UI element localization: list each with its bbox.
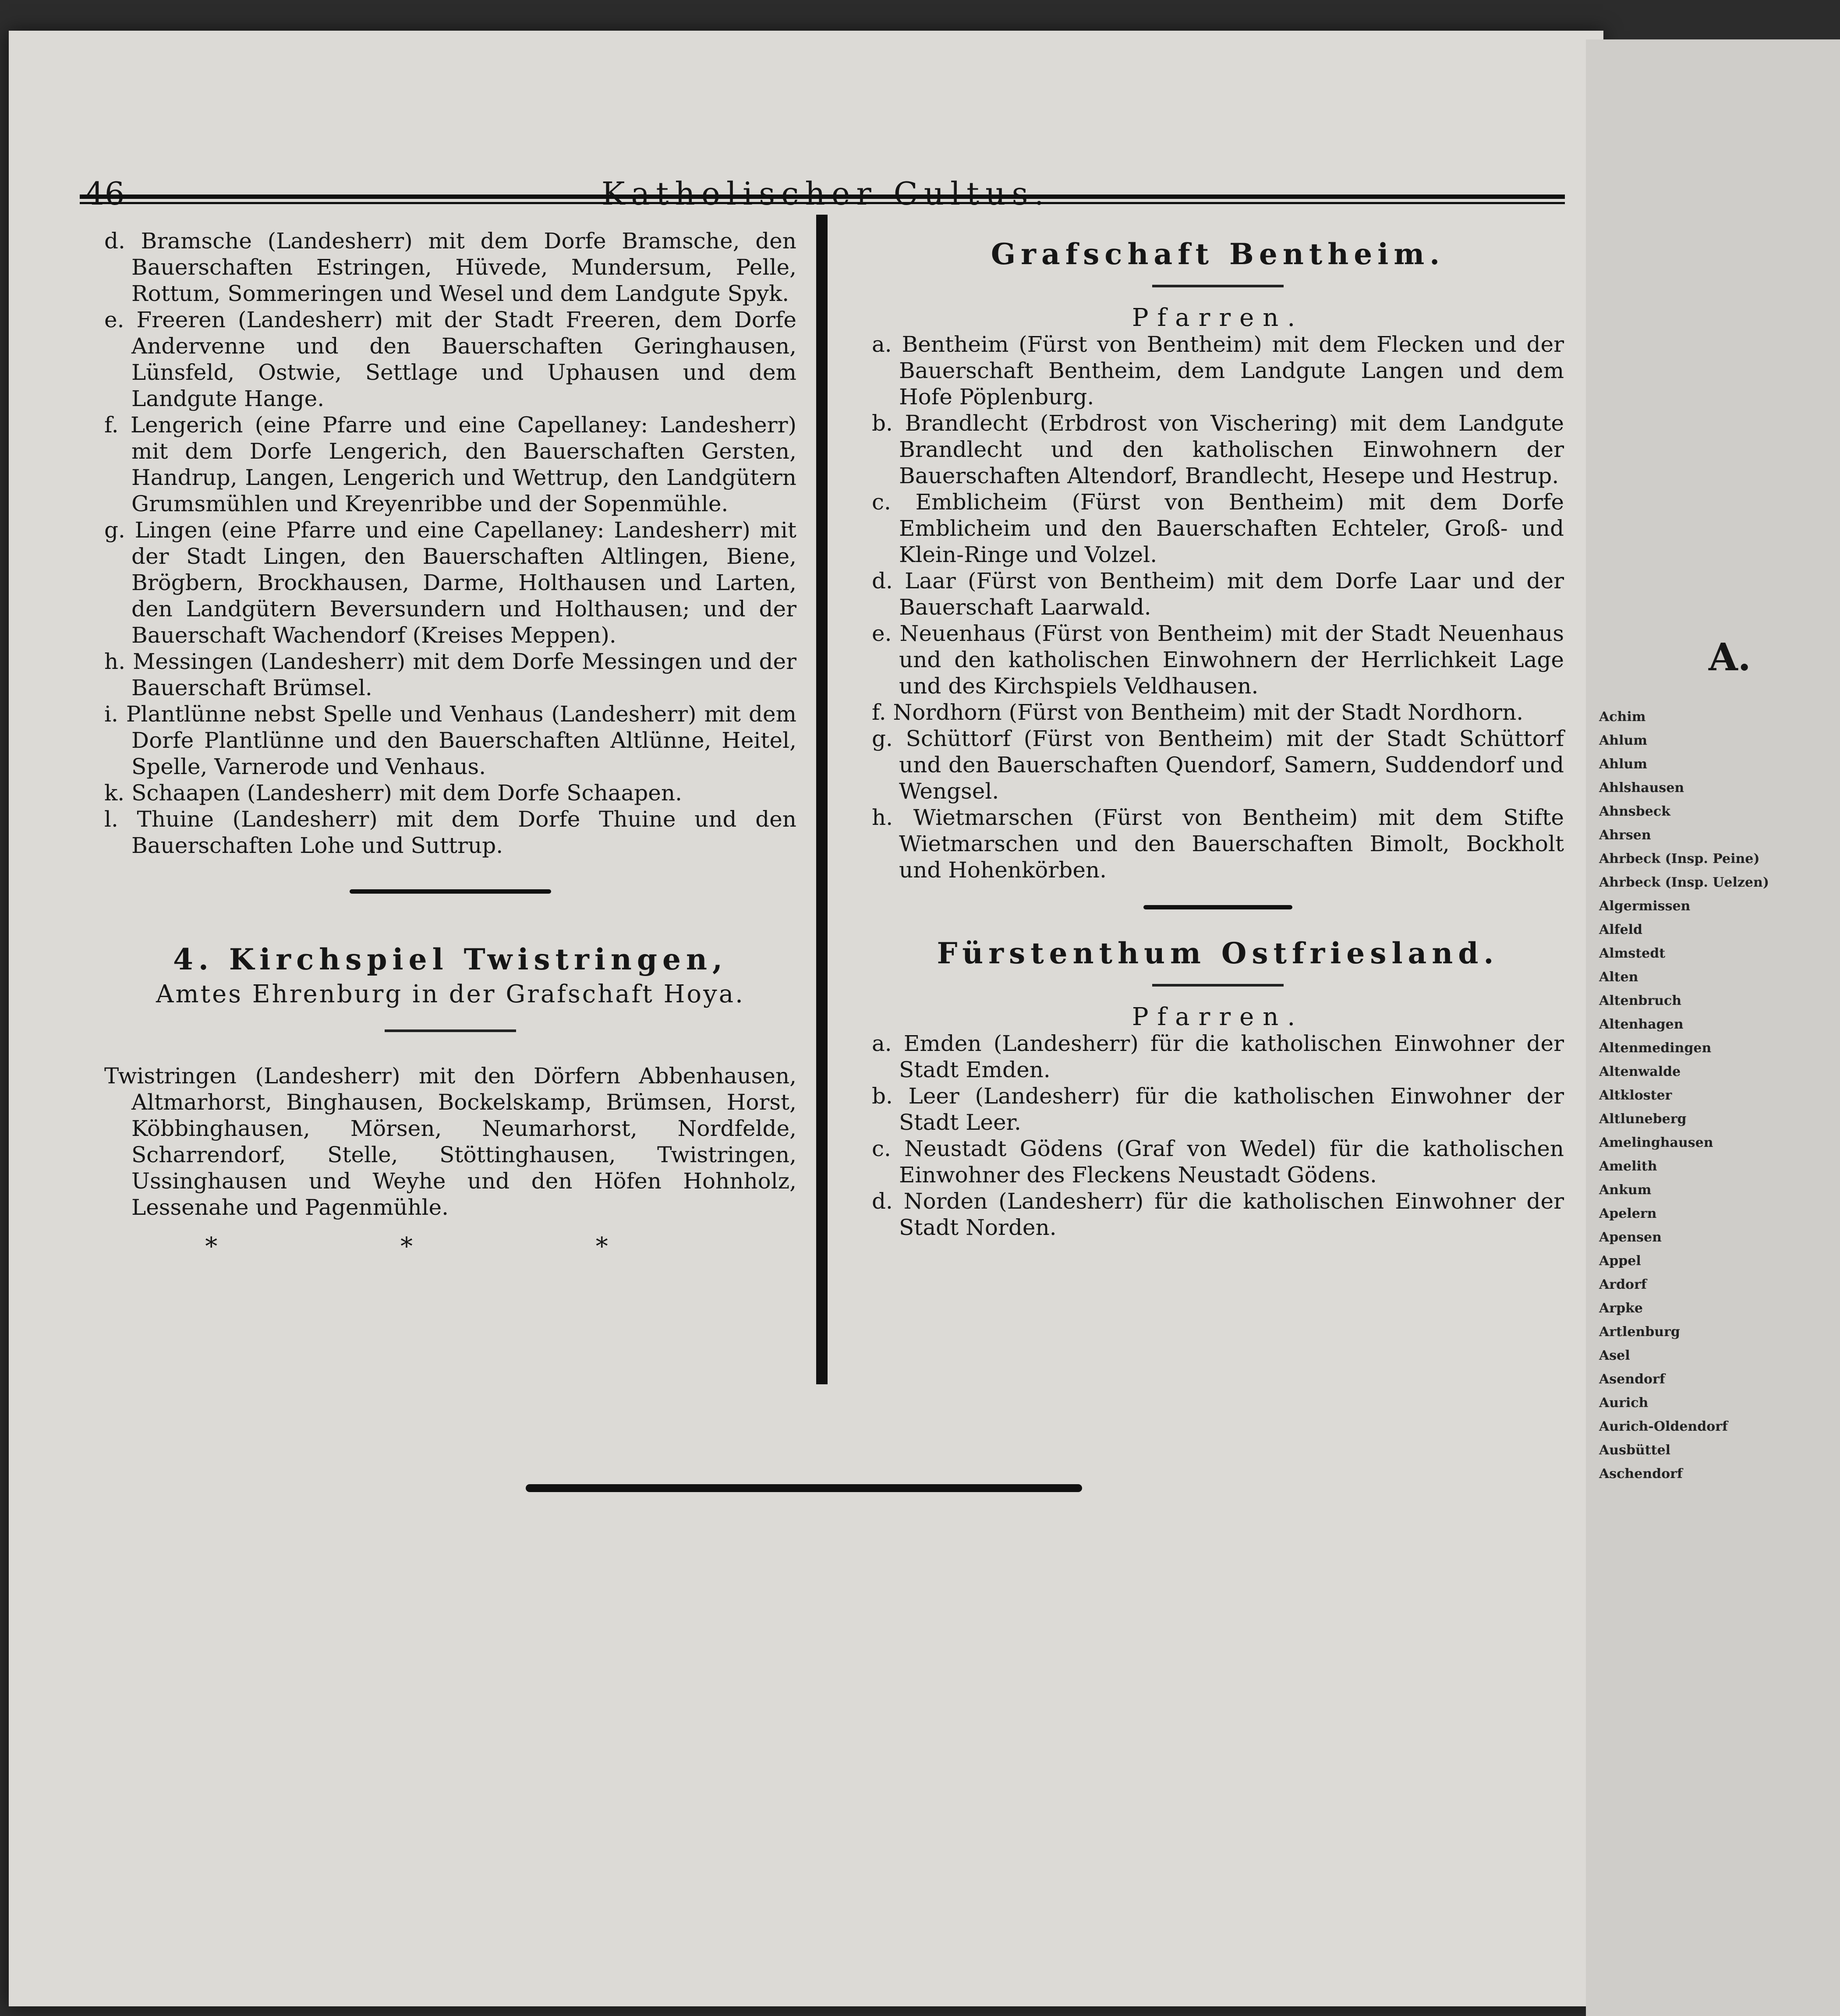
list-item: Aurich-Oldendorf (1599, 1419, 1728, 1434)
list-item: f. Lengerich (eine Pfarre und eine Capellaney: Landesherr) mit dem Dorfe Lengerich, den Bauerschaften Gersten, Handrup, Langen, Lengerich und Wettrup, den Landgütern Grumsmühlen und Kreyenribbe und der Sopenmühle. (104, 412, 796, 516)
list-item: Ankum (1599, 1182, 1652, 1198)
index-list (1599, 705, 1836, 1486)
section-divider (1143, 905, 1292, 909)
list-item: h. Wietmarschen (Fürst von Bentheim) mit dem Stifte Wietmarschen und den Bauerschaften Bimolt, Bockholt und Hohenkörben. (872, 805, 1564, 883)
list-item: Apensen (1599, 1230, 1662, 1245)
list-item: g. Lingen (eine Pfarre und eine Capellaney: Landesherr) mit der Stadt Lingen, den Bauerschaften Altlingen, Biene, Brögbern, Brockhausen, Darme, Holthausen und Larten, den Landgütern Beversundern und Holthausen; und der Bauerschaft Wachendorf (Kreises Meppen). (104, 517, 796, 648)
list-item: f. Nordhorn (Fürst von Bentheim) mit der Stadt Nordhorn. (872, 700, 1524, 725)
subheading: Pfarren. (1132, 304, 1304, 332)
section-subtitle: Amtes Ehrenburg in der Grafschaft Hoya. (156, 980, 745, 1008)
list-item: Altluneberg (1599, 1111, 1687, 1127)
list-item: l. Thuine (Landesherr) mit dem Dorfe Thuine und den Bauerschaften Lohe und Suttrup. (104, 806, 796, 858)
list-item: d. Bramsche (Landesherr) mit dem Dorfe Bramsche, den Bauerschaften Estringen, Hüvede, Mundersum, Pelle, Rottum, Sommeringen und Wesel und dem Landgute Spyk. (104, 228, 796, 306)
list-item: c. Emblicheim (Fürst von Bentheim) mit dem Dorfe Emblicheim und den Bauerschaften Echteler, Groß- und Klein-Ringe und Volzel. (872, 489, 1564, 567)
list-item: b. Leer (Landesherr) für die katholischen Einwohner der Stadt Leer. (872, 1083, 1564, 1135)
list-item: e. Neuenhaus (Fürst von Bentheim) mit der Stadt Neuenhaus und den katholischen Einwohnern der Herrlichkeit Lage und des Kirchspiels Veldhausen. (872, 621, 1564, 699)
index-letter: A. (1709, 635, 1751, 679)
list-item: Algermissen (1599, 898, 1691, 914)
page-number: 46 (85, 175, 125, 212)
title-rule (385, 1029, 516, 1032)
title-rule (1152, 984, 1284, 987)
list-item: Ardorf (1599, 1277, 1647, 1292)
list-item: d. Norden (Landesherr) für die katholischen Einwohner der Stadt Norden. (872, 1188, 1564, 1240)
subheading: Pfarren. (1132, 1003, 1304, 1031)
list-item: Appel (1599, 1253, 1641, 1269)
list-item: Almstedt (1599, 946, 1666, 961)
list-item: Alten (1599, 969, 1638, 985)
section-title: 4. Kirchspiel Twistringen, (173, 942, 728, 976)
list-item: Achim (1599, 709, 1646, 725)
section-title: Fürstenthum Ostfriesland. (937, 936, 1499, 970)
list-item: i. Plantlünne nebst Spelle und Venhaus (Landesherr) mit dem Dorfe Plantlünne und den Bauerschaften Altlünne, Heitel, Spelle, Varnerode und Venhaus. (104, 701, 796, 779)
list-item: Ausbüttel (1599, 1443, 1670, 1458)
list-item: Ahnsbeck (1599, 804, 1670, 819)
list-item: g. Schüttorf (Fürst von Bentheim) mit der Stadt Schüttorf und den Bauerschaften Quendorf, Samern, Suddendorf und Wengsel. (872, 726, 1564, 804)
list-item: Aschendorf (1599, 1466, 1683, 1482)
stars-ornament: * * * (205, 1232, 696, 1261)
list-item: Altenhagen (1599, 1017, 1684, 1032)
section-title: Grafschaft Bentheim. (991, 237, 1445, 271)
section-divider (350, 889, 551, 894)
list-item: Amelith (1599, 1159, 1657, 1174)
list-item: Asel (1599, 1348, 1630, 1363)
list-item: Ahrsen (1599, 828, 1651, 843)
list-item: Ahrbeck (Insp. Uelzen) (1599, 875, 1769, 890)
list-item: e. Freeren (Landesherr) mit der Stadt Freeren, dem Dorfe Andervenne und den Bauerschaften Geringhausen, Lünsfeld, Ostwie, Settlage und Uphausen und dem Landgute Hange. (104, 307, 796, 411)
end-rule (526, 1484, 1082, 1492)
list-item: Apelern (1599, 1206, 1657, 1221)
list-item: a. Bentheim (Fürst von Bentheim) mit dem Flecken und der Bauerschaft Bentheim, dem Landgute Langen und dem Hofe Pöplenburg. (872, 332, 1564, 410)
list-item: d. Laar (Fürst von Bentheim) mit dem Dorfe Laar und der Bauerschaft Laarwald. (872, 568, 1564, 620)
list-item: a. Emden (Landesherr) für die katholischen Einwohner der Stadt Emden. (872, 1031, 1564, 1082)
running-title: Katholischer Cultus. (601, 175, 1051, 212)
list-item: Alfeld (1599, 922, 1643, 937)
title-rule (1152, 285, 1284, 287)
list-item: c. Neustadt Gödens (Graf von Wedel) für die katholischen Einwohner des Fleckens Neustadt Gödens. (872, 1136, 1564, 1188)
list-item: Altenwalde (1599, 1064, 1681, 1079)
list-item: Altenbruch (1599, 993, 1682, 1008)
list-item: k. Schaapen (Landesherr) mit dem Dorfe Schaapen. (104, 780, 682, 806)
left-column (104, 228, 796, 1260)
list-item: h. Messingen (Landesherr) mit dem Dorfe Messingen und der Bauerschaft Brümsel. (104, 649, 796, 700)
list-item: Altenmedingen (1599, 1040, 1712, 1056)
paragraph: Twistringen (Landesherr) mit den Dörfern Abbenhausen, Altmarhorst, Binghausen, Bockelskamp, Brümsen, Horst, Köbbinghausen, Mörsen, Neumarhorst, Nordfelde, Scharrendorf, Stelle, Stöttinghausen, Twistringen, Ussinghausen und Weyhe und den Höfen Hohnholz, Lessenahe und Pagenmühle. (104, 1063, 796, 1220)
list-item: b. Brandlecht (Erbdrost von Vischering) mit dem Landgute Brandlecht und den katholischen Einwohnern der Bauerschaften Altendorf, Brandlecht, Hesepe und Hestrup. (872, 410, 1564, 488)
list-item: Asendorf (1599, 1372, 1665, 1387)
next-page-edge (1586, 39, 1840, 2016)
list-item: Ahlshausen (1599, 780, 1684, 796)
list-item: Arpke (1599, 1301, 1643, 1316)
list-item: Ahlum (1599, 757, 1648, 772)
header-rule (80, 195, 1565, 204)
column-divider (816, 215, 828, 1384)
list-item: Ahrbeck (Insp. Peine) (1599, 851, 1760, 867)
right-column (872, 228, 1564, 1241)
list-item: Aurich (1599, 1395, 1649, 1411)
list-item: Ahlum (1599, 733, 1648, 748)
list-item: Amelinghausen (1599, 1135, 1713, 1150)
list-item: Artlenburg (1599, 1324, 1680, 1340)
list-item: Altkloster (1599, 1088, 1672, 1103)
